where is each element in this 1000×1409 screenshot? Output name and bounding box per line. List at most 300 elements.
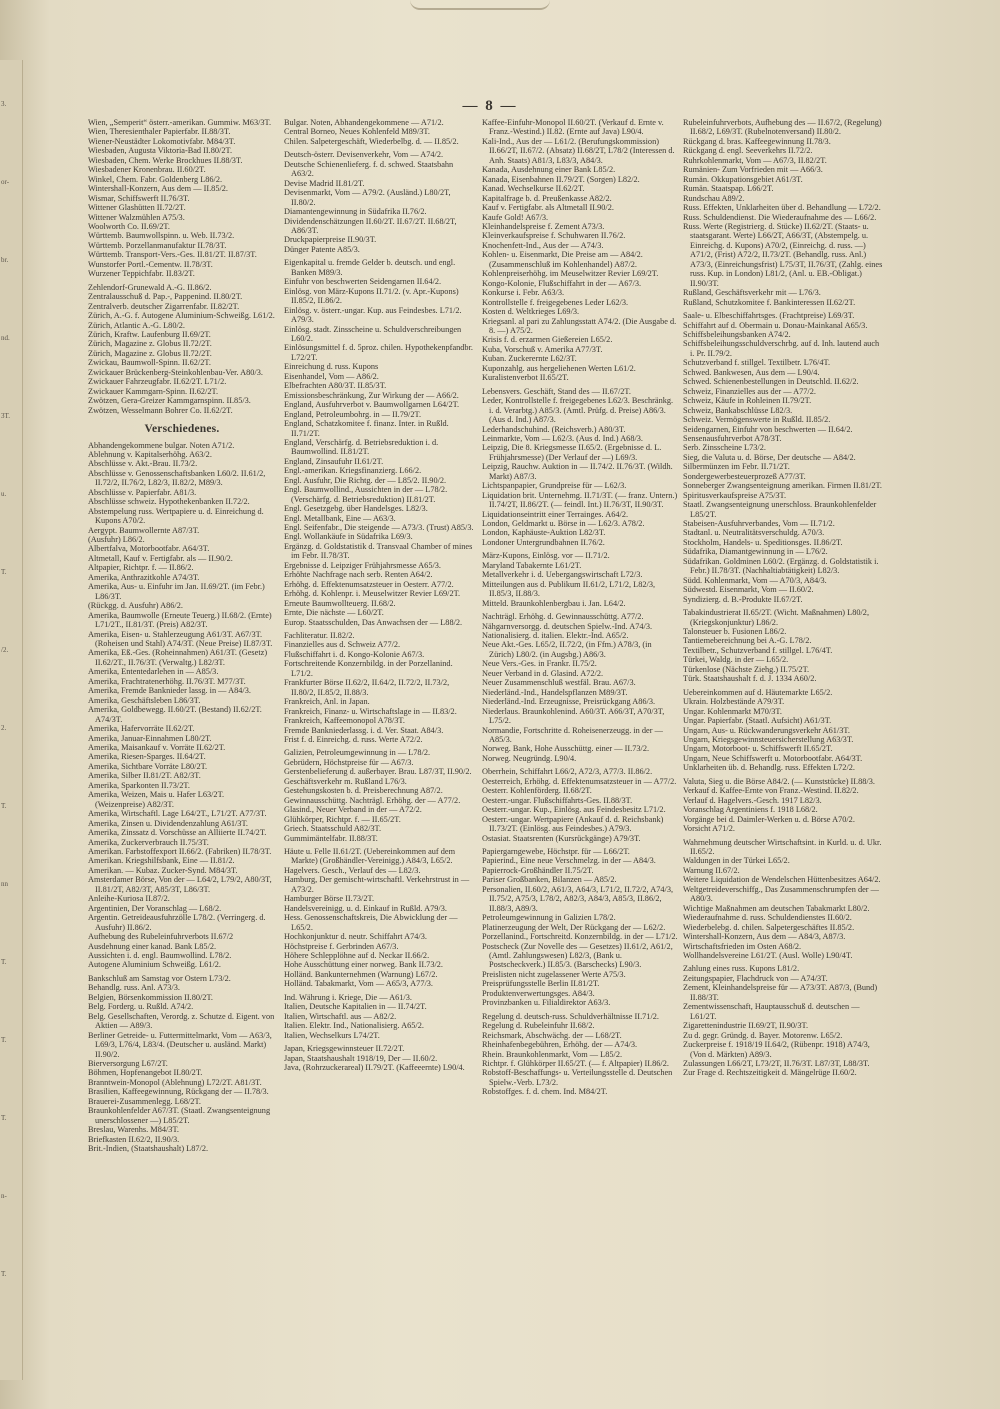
index-entry: Fachliteratur. II.82/2. (284, 631, 355, 641)
index-entry: Warnung II.67/2. (683, 865, 740, 875)
index-entry: Voranschlag Argentiniens f. 1918 L68/2. (683, 805, 818, 815)
index-entry: Amerika, Eisen- u. Stahlerzeugung A61/3T. A67/3T. (Roheisen und Stahl) A74/3T. (Neue Preise) II.87/3T. (88, 629, 273, 649)
index-entry: Amerika, Sparkonten II.73/2T. (88, 780, 190, 790)
page-number: — 8 — (462, 98, 518, 114)
index-entry: Böhmen, Hopfenangebot II.80/2T. (88, 1068, 203, 1078)
index-entry: Frist f. d. Einreichg. d. russ. Werte A72/2. (284, 735, 423, 744)
index-entry: Italien, Wirtschaftl. aus — A82/2. (284, 1011, 397, 1021)
index-entry: Schweiz, Finanzielles aus der — A77/2. (683, 386, 816, 396)
index-entry: Rückgang d. engl. Seeverkehrs II.72/2. (683, 146, 813, 156)
index-entry: Erhöhg. d. Effektenumsatzsteuer in Oesterr. A77/2. (284, 579, 454, 589)
index-entry: Häute u. Felle II.61/2T. (Uebereinkommen auf dem Markte) (Großhändler-Vereinigg.) A84/3, L65/2. (284, 846, 456, 866)
index-entry: Reichsmark, Abschwächg. der — L68/2T. (482, 1030, 622, 1040)
index-entry: Oesterr.-ungar. Kup., Einlösg. aus Feindesbesitz L71/2. (482, 805, 666, 815)
index-entry: Sonneberger Zwangsenteignung amerikan. Firmen II.81/2T. (683, 481, 882, 491)
index-entry: Amerika, Ententedarlehen in — A85/3. (88, 667, 219, 677)
index-entry: Ergebnisse d. Leipziger Frühjahrsmesse A65/3. (284, 560, 441, 570)
index-entry: Amerika, Riesen-Sparges. II.64/2T. (88, 752, 206, 762)
index-entry: März-Kupons, Einlösg. vor — II.71/2. (482, 551, 610, 561)
index-column-3 (482, 118, 678, 1408)
index-entry: Diamantengewinnung in Südafrika II.76/2. (284, 207, 427, 217)
index-entry: Argentinien, Der Voranschlag — L68/2. (88, 903, 222, 913)
index-entry: Zulassungen L66/2T, L73/2T, II.76/3T. L87/3T, L88/3T. (683, 1058, 870, 1068)
index-entry: Amerika, Hafervorräte II.62/2T. (88, 724, 195, 734)
stub-fragment: nn (1, 880, 8, 888)
index-entry: Schweiz, Käufe in Rohleinen II.79/2T. (683, 396, 812, 406)
index-entry: Eigenkapital u. fremde Gelder b. deutsch. und engl. Banken M89/3. (284, 258, 456, 277)
index-entry: Neuer Zusammenschluß westfäl. Brau. A67/3. (482, 678, 636, 688)
index-entry: Niederländ.-Ind. Erzeugnisse, Preisrückgang A86/3. (482, 697, 656, 707)
index-entry: Zentralverb. deutscher Zigarrenfabr. II.82/2T. (88, 301, 240, 311)
index-entry: Engl. Gesetzgebg. über Handelsges. L82/3. (284, 504, 428, 514)
index-entry: Gestehungskosten b. d. Preisberechnung A87/2. (284, 786, 443, 796)
index-entry: Kauf v. Fertigfabr. als Altmetall II.90/2. (482, 203, 614, 213)
index-entry: Kuba, Vorschuß v. Amerika A77/3T. (482, 344, 603, 354)
index-entry: Schiffsbeleihungsschuldverschrbg. auf d. Inh. lautend auch i. Pr. II.79/2. (683, 339, 880, 358)
index-entry: Deutsch-österr. Devisenverkehr, Vom — A74/2. (284, 150, 444, 160)
index-entry: Zementwissenschaft, Hauptausschuß d. deutschen — L61/2T. (683, 1002, 860, 1021)
index-column-4 (683, 118, 883, 1408)
index-entry: Neue Vers.-Ges. in Frankr. II.75/2. (482, 659, 597, 669)
index-entry: Konkurse i. Febr. A63/3. (482, 288, 565, 298)
index-entry: Emissionsbeschränkung, Zur Wirkung der — A66/2. (284, 390, 459, 400)
index-entry: Aergypt. Baumwollernte A87/3T. (88, 525, 200, 535)
index-entry: Brauerei-Zusammenlegg. L68/2T. (88, 1096, 201, 1106)
index-entry: Kosten d. Weltkrieges L69/3. (482, 307, 580, 317)
index-entry: Südafrikan. Goldminen L60/2. (Ergänzg. d. Goldstatistik i. Febr.) II.78/3T. (Nachhaltiabtätigkeit) L82/3. (683, 556, 879, 576)
index-entry: Kleinverkaufspreise f. Schuhwaren II.76/2. (482, 231, 626, 241)
index-entry: Papiergarngewebe, Höchstpr. für — L66/2T. (482, 846, 630, 856)
binding-mark (410, 0, 550, 10)
index-entry: Türkei, Waldg. in der — L65/2. (683, 655, 789, 665)
index-entry: Amerika, Sichtbare Vorräte L80/2T. (88, 761, 208, 771)
index-entry: Kapitalfrage b. d. Preußenkasse A82/2. (482, 193, 612, 203)
index-entry: Textilbetr., Schutzverband f. stillgel. L76/4T. (683, 645, 833, 655)
index-entry: Wintershall-Konzern, Aus dem — A84/3, A87/3. (683, 932, 846, 942)
index-entry: Branntwein-Monopol (Ablehnung) L72/2T. A81/3T. (88, 1077, 262, 1087)
index-entry: Eisenhandel, Vom — A86/2. (284, 371, 379, 381)
index-entry: Geschäftsverkehr m. Rußland L76/3. (284, 776, 407, 786)
index-entry: Verlauf d. Hagelvers.-Gesch. 1917 L82/3. (683, 795, 822, 805)
index-entry: Türkenlose (Nächste Ziehg.) II.75/2T. (683, 664, 810, 674)
index-entry: Oberrhein, Schiffahrt L66/2, A72/3, A77/3. II.86/2. (482, 767, 653, 777)
index-entry: Wiener-Neustädter Lokomotivfabr. M84/3T. (88, 136, 236, 146)
index-entry: London, Geldmarkt u. Börse in — L62/3. A78/2. (482, 519, 645, 529)
index-entry: Russ. Effekten, Unklarheiten über d. Behandlung — L72/2. (683, 203, 881, 213)
index-entry: Zehlendorf-Grunewald A.-G. II.86/2. (88, 282, 212, 292)
index-entry: Papierrock-Großhändler II.75/2T. (482, 865, 594, 875)
index-entry: Aussichten i. d. engl. Baumwollind. L78/2. (88, 950, 232, 960)
index-entry: Belg. Forderg. u. Rußld. A74/2. (88, 1002, 194, 1012)
index-entry: England, Ausfuhrverbot v. Baumwollgarnen L64/2T. (284, 400, 460, 410)
index-entry: Rundschau A89/2. (683, 193, 745, 203)
index-entry: Amerika, Baumwolle (Erneute Teuerg.) II.68/2. (Ernte) L71/2T., II.81/3T. (Preis) A82/3T. (88, 610, 272, 630)
index-entry: Lederhandschuhind. (Reichsverb.) A80/3T. (482, 424, 626, 434)
index-entry: Hagelvers. Gesch., Verlauf des — L82/3. (284, 865, 421, 875)
index-entry: Platinerzeugung der Welt, Der Rückgang der — L62/2. (482, 922, 666, 932)
index-entry: Wiederbelebg. d. chilen. Salpetergeschäftes II.85/2. (683, 922, 855, 932)
index-entry: Sensenausfuhrverbot A78/3T. (683, 433, 782, 443)
index-entry: Staatl. Zwangsenteignung unerschloss. Braunkohlenfelder L85/2T. (683, 500, 877, 519)
index-entry: Einlösg. von März-Kupons II.71/2. (v. Apr.-Kupons) II.85/2, II.86/2. (284, 286, 459, 306)
index-entry: Autogene Aluminium Schweißg. L61/2. (88, 960, 221, 970)
index-entry: Zürich, Kraftw. Laufenburg II.69/2T. (88, 329, 211, 339)
index-entry: Maryland Tabakernte L61/2T. (482, 560, 582, 570)
index-entry: London, Kaphäuste-Auktion L82/3T. (482, 528, 606, 538)
index-entry: Südd. Kohlenmarkt, Vom — A70/3, A84/3. (683, 575, 827, 585)
stub-fragment: br. (1, 256, 9, 264)
index-entry: Uebereinkommen auf d. Häutemarkte L65/2. (683, 687, 833, 697)
index-entry: Wiesbaden, Augusta Viktoria-Bad II.80/2T. (88, 146, 233, 156)
index-entry: Liquidationseintritt einer Terrainges. A64/2. (482, 509, 629, 519)
stub-fragment: T. (1, 568, 7, 576)
index-entry: Zwötzen, Gera-Greizer Kammgarnspinn. II.85/3. (88, 396, 251, 406)
index-entry: Chilen. Salpetergeschäft, Wiederbelbg. d. — II.85/2. (284, 136, 459, 146)
index-entry: Druckpapierpreise II.90/3T. (284, 235, 377, 245)
index-entry: Amerika, Silber II.81/2T. A82/3T. (88, 771, 201, 781)
index-entry: Wollhandelsvereine L61/2T. (Ausl. Wolle) L90/4T. (683, 950, 853, 960)
index-entry: Wunstorfer Portl.-Cementw. II.78/3T. (88, 259, 213, 269)
index-entry: Gerstenbelieferung d. außerbayer. Brau. L87/3T, II.90/2. (284, 767, 472, 777)
index-entry: Metallverkehr i. d. Uebergangswirtschaft L72/3. (482, 570, 643, 580)
index-entry: Neue Akt.-Ges. L65/2, II.72/2, (in Ffm.) A78/3, (in Zürich) L80/2. (in Augsbg.) A86/3. (482, 640, 652, 659)
index-entry: Glasind., Neuer Verband in der — A72/2. (284, 805, 422, 815)
stub-fragment: T. (1, 1114, 7, 1122)
index-entry: Vorsicht A71/2. (683, 824, 735, 834)
index-entry: Regelung d. deutsch-russ. Schuldverhältnisse II.71/2. (482, 1011, 659, 1021)
index-entry: Kriegsanl. al pari zu Zahlungsstatt A74/2. (Die Ausgabe d. 8. —) A75/2. (482, 316, 677, 335)
index-entry: Robstoffges. f. d. chem. Ind. M84/2T. (482, 1087, 608, 1097)
index-entry: Unklarheiten üb. d. Behandlg. russ. Effekten L72/2. (683, 763, 855, 773)
index-entry: Holländ. Bankunternehmen (Warnung) L67/2. (284, 969, 438, 979)
index-entry: Berliner Getreide- u. Futtermittelmarkt, Vom — A63/3, L69/3, L76/4, L83/4. (Deutscher u. ausländ. Markt) II.90/2. (88, 1030, 272, 1059)
index-entry: Japan, Staatshaushalt 1918/19, Der — II.60/2. (284, 1053, 438, 1063)
index-entry: Mitteld. Braunkohlenbergbau i. Jan. L64/2. (482, 598, 626, 608)
index-entry: Robstoff-Beschaffungs- u. Verteilungsstelle d. Deutschen Spielw.-Verb. L73/2. (482, 1068, 673, 1087)
index-entry: Amerikan. Kriegshilfsbank, Eine — II.81/2. (88, 856, 235, 866)
index-entry: Norweg. Neugründg. L90/4. (482, 753, 577, 763)
index-entry: Japan, Kriegsgewinnsteuer II.72/2T. (284, 1044, 405, 1054)
index-entry: Zentralausschuß d. Pap.-, Pappenind. II.80/2T. (88, 292, 243, 302)
index-entry: Amerika, Goldbewegg. II.60/2T. (Bestand) II.62/2T. A74/3T. (88, 705, 262, 724)
index-entry: Lebensvers. Geschäft, Stand des — II.67/2T. (482, 386, 631, 396)
index-entry: Anleihe-Kuriosa II.87/2. (88, 894, 170, 904)
index-entry: Neuer Verband in d. Glasind. A72/2. (482, 668, 604, 678)
index-entry: Kanad. Wechselkurse II.62/2T. (482, 184, 585, 194)
index-entry: Knochenfett-Ind., Aus der — A74/3. (482, 240, 604, 250)
index-entry: Ungar. Papierfabr. (Staatl. Aufsicht) A61/3T. (683, 716, 832, 726)
index-entry: Schweiz, Bankabschlüsse L82/3. (683, 405, 793, 415)
index-entry: Petroleumgewinnung in Galizien L78/2. (482, 913, 616, 923)
index-entry: Zürich, Magazine z. Globus II.72/2T. (88, 339, 212, 349)
index-entry: Amerika, Anthrazitkohle A74/3T. (88, 572, 200, 582)
index-entry: Brit.-Indien, (Staatshaushalt) L87/2. (88, 1144, 209, 1154)
left-margin-stub (0, 60, 23, 1380)
index-entry: Richtpr. f. Glühkörper II.65/2T. (— f. Altpapier) II.86/2. (482, 1058, 669, 1068)
index-entry: Einlösg. v. österr.-ungar. Kup. aus Feindesbes. L71/2. A79/3. (284, 305, 462, 325)
index-entry: Ungarn, Kriegsgewinnsteuersicherstellung A63/3T. (683, 735, 854, 744)
index-entry: Stabeisen-Ausfuhrverbandes, Vom — II.71/2. (683, 519, 835, 529)
stub-fragment: T. (1, 1270, 7, 1278)
stub-fragment: T. (1, 1036, 7, 1044)
index-entry: Waldungen in der Türkei L65/2. (683, 856, 790, 866)
index-entry: Central Borneo, Neues Kohlenfeld M89/3T. (284, 127, 430, 137)
index-entry: Einlösg. stadt. Zinsscheine u. Schuldverschreibungen L60/2. (284, 324, 462, 343)
index-entry: Zürich, Atlantic A.-G. L80/2. (88, 320, 186, 330)
index-entry: Hochkonjunktur d. neutr. Schiffahrt A74/3. (284, 932, 427, 942)
index-entry: Rumän. Staatspap. L66/2T. (683, 184, 774, 194)
index-entry: Engl. Ausfuhr, Die Richtg. der — L85/2. II.90/2. (284, 475, 447, 485)
index-entry: Kongo-Kolonie, Flußschiffahrt in der — A67/3. (482, 278, 642, 288)
index-entry: Einlösungsmittel f. d. 5proz. chilen. Hypothekenpfandbr. L72/2T. (284, 343, 473, 362)
index-entry: Schwed. Bankwesen, Aus dem — L90/4. (683, 367, 820, 377)
index-entry: Zu d. gegr. Gründg. d. Bayer. Motorenw. L65/2. (683, 1030, 843, 1040)
index-entry: Italien, Wechselkurs L74/2T. (284, 1030, 380, 1040)
index-entry: Ernte, Die nächste — L60/2T. (284, 608, 384, 618)
index-entry: Breslau, Warenhs. M84/3T. (88, 1125, 179, 1135)
index-entry: Rubeleinfuhrverbots, Aufhebung des — II.67/2, (Regelung) II.68/2, L69/3T. (Rubelnotenversand) II.80/2. (683, 118, 882, 137)
index-entry: Württemb. Baumwollspinn. u. Web. II.73/2. (88, 231, 235, 241)
index-entry: Nähgarnversorgg. d. deutschen Spielw.-Ind. A74/3. (482, 621, 653, 631)
index-entry: Leder, Kontrollstelle f. freigegebenes L62/3. Beschränkg. i. d. Verarbtg.) A85/3. (Amtl. Prüfg. d. Preise) A86/3. (Aus d. Ind.) A87/3. (482, 396, 674, 425)
index-entry: Bierversorgung L67/2T. (88, 1058, 168, 1068)
index-entry: Sondergewerbesteuerprozeß A77/3T. (683, 471, 806, 481)
index-entry: Amerika, Wirtschaftl. Lage L64/2T., L71/2T. A77/3T. (88, 809, 267, 819)
index-entry: Einreichung d. russ. Kupons (284, 362, 379, 372)
index-entry: Leinmarkte, Vom — L62/3. (Aus d. Ind.) A68/3. (482, 433, 644, 443)
index-entry: Zement, Kleinhandelspreise für — A73/3T. A87/3, (Bund) II.88/3T. (683, 983, 878, 1002)
index-entry: Amerika, Weizen, Mais u. Hafer L63/2T. (Weizenpreise) A82/3T. (88, 790, 225, 809)
index-entry: Serb. Zinsscheine L73/2. (683, 443, 766, 453)
index-entry: Engl.-amerikan. Kriegsfinanzierg. L66/2. (284, 466, 422, 476)
index-entry: Hamburger Börse II.73/2T. (284, 894, 375, 904)
index-entry: Norweg. Bank, Hohe Ausschüttg. einer — II.73/2. (482, 744, 650, 754)
index-entry: Krisis f. d. erzarmen Gießereien L65/2. (482, 335, 613, 345)
index-entry: Europ. Staatsschulden, Das Anwachsen der — L88/2. (284, 617, 463, 627)
index-entry: Finanzielles aus d. Schweiz A77/2. (284, 640, 401, 650)
index-entry: Wismar, Schiffswerft II.76/3T. (88, 193, 190, 203)
index-entry: Frankreich, Finanz- u. Wirtschaftslage in — II.83/2. (284, 706, 457, 716)
index-entry: Höhere Schlepplöhne auf d. Neckar II.66/2. (284, 950, 430, 960)
index-entry: Verkauf d. Kaffee-Ernte von Franz.-Westind. II.82/2. (683, 786, 859, 796)
index-entry: Kontrollstelle f. freigegebenes Leder L62/3. (482, 297, 629, 307)
index-column-2 (284, 118, 474, 1408)
index-entry: Frankreich, Anl. in Japan. (284, 697, 370, 707)
index-entry: Londoner Untergrundbahnen II.76/2. (482, 537, 605, 547)
index-entry: Spiritusverkaufspreise A75/3T. (683, 490, 787, 500)
index-entry: England, Petroleumbohrg. in — II.79/2T. (284, 409, 422, 419)
stub-fragment: /2. (1, 646, 9, 654)
index-entry: Schiffahrt auf d. Obermain u. Donau-Mainkanal A65/3. (683, 320, 868, 330)
index-entry: Valuta, Sieg u. die Börse A84/2. (— Kunststücke) II.88/3. (683, 776, 875, 786)
index-entry: Amerika, Januar-Einnahmen L80/2T. (88, 733, 212, 743)
index-entry: (Rückgg. d. Ausfuhr) A86/2. (88, 601, 183, 611)
stub-fragment: 3. (1, 100, 7, 108)
index-entry: (Ausfuhr) L86/2. (88, 535, 145, 545)
index-entry: Handelsvereinigg. u. d. Einkauf in Rußld. A79/3. (284, 903, 447, 913)
index-entry: Zuckerpreise f. 1918/19 II.64/2, (Rübenpr. 1918) A74/3, (Von d. Märkten) A89/3. (683, 1040, 870, 1059)
index-entry: Rußland, Schutzkomitee f. Bankinteressen II.62/2T. (683, 297, 856, 307)
stub-fragment: nd. (1, 334, 10, 342)
index-entry: Abhandengekommene bulgar. Noten A71/2. (88, 440, 235, 450)
index-entry: Höchstpreise f. Gerbrinden A67/3. (284, 941, 399, 951)
index-entry: Amerika, Zinsen u. Dividendenzahlung A61/3T. (88, 818, 248, 828)
index-entry: Deutsche Schienenlieferg. f. d. schwed. Staatsbahn A63/2. (284, 159, 454, 179)
index-entry: Kanada, Ausdehnung einer Bank L85/2. (482, 165, 616, 175)
index-entry: Holländ. Tabakmarkt, Vom — A65/3, A77/3. (284, 979, 433, 989)
index-entry: Zwickauer Kammgarn-Spinn. II.62/2T. (88, 386, 219, 396)
index-entry: Silbermünzen im Febr. II.71/2T. (683, 462, 790, 472)
stub-fragment: 3T. (1, 412, 11, 420)
index-entry: Wiesbadener Kronenbrau. II.60/2T. (88, 165, 206, 175)
index-entry: Niederlaus. Braunkohlenind. A60/3T. A66/3T, A70/3T, L75/2. (482, 706, 665, 726)
index-entry: Abschlüsse v. Papierfabr. A81/3. (88, 487, 197, 497)
index-entry: Papierind., Eine neue Verschmelzg. in der — A84/3. (482, 856, 656, 866)
index-entry: Vorgänge bei d. Daimler-Werken u. d. Börse A70/2. (683, 814, 855, 824)
index-entry: Mitteilungen aus d. Publikum II.61/2, L71/2, L82/3, II.85/3, II.88/3. (482, 579, 656, 599)
index-entry: Altmetall, Kauf v. Fertigfabr. als — II.90/2. (88, 553, 233, 563)
index-entry: Seidengarnen, Einfuhr von beschwerten — II.64/2. (683, 424, 853, 434)
index-entry: Glühkörper, Richtpr. f. — II.65/2T. (284, 814, 401, 824)
index-entry: Porzellanind., Fortschreitd. Konzernbildg. in der — L71/2. (482, 932, 678, 942)
index-entry: Wintershall-Konzern, Aus dem — II.85/2. (88, 184, 228, 194)
index-entry: Weltgetreideverschiffg., Das Zusammenschrumpfen der — A80/3. (683, 884, 879, 904)
index-entry: Leipzig, Rauchw. Auktion in — II.74/2. II.76/3T. (Wildh. Markt) A87/3. (482, 462, 673, 481)
index-entry: Abschlüsse schweiz. Hypothekenbanken II.72/2. (88, 497, 250, 507)
index-entry: Kuralistenverbot II.65/2T. (482, 373, 569, 383)
index-entry: Rumänien- Zum Vorfrieden mit — A66/3. (683, 165, 823, 175)
index-entry: Wirtschaftsfrieden im Osten A68/2. (683, 941, 802, 951)
index-entry: Zwickau, Baumwoll-Spinn. II.62/2T. (88, 358, 211, 368)
index-entry: Lichtspanpapier, Grundpreise für — L62/3. (482, 481, 627, 491)
index-entry: Nachträgl. Erhöhg. d. Gewinnausschüttg. A77/2. (482, 612, 644, 622)
index-entry: Abschlüsse v. Akt.-Brau. II.73/2. (88, 459, 198, 469)
index-entry: Ind. Währung i. Kriege, Die — A61/3. (284, 992, 412, 1002)
index-entry: Argentin. Getreideausfuhrzölle L78/2. (Verringerg. d. Ausfuhr) II.86/2. (88, 913, 266, 932)
index-entry: Nationalisierg. d. italien. Elektr.-Ind. A65/2. (482, 631, 629, 641)
index-entry: Griech. Staatsschuld A82/3T. (284, 824, 382, 834)
index-entry: Gebrüdern, Höchstpreise für — A67/3. (284, 757, 414, 767)
index-entry: Pariser Großbanken, Bilanzen — A85/2. (482, 875, 617, 885)
index-entry: Bulgar. Noten, Abhandengekommene — A71/2. (284, 118, 444, 127)
stub-fragment: u. (1, 490, 7, 498)
index-entry: Wittener Glashütten II.72/2T. (88, 203, 186, 213)
index-entry: Frankreich, Kaffeemonopol A78/3T. (284, 716, 405, 726)
index-entry: Abstempelung russ. Wertpapiere u. d. Einreichung d. Kupons A70/2. (88, 506, 264, 526)
index-entry: Engl. Wollankäufe in Südafrika L69/3. (284, 532, 413, 542)
index-entry: Personalien, II.60/2, A61/3, A64/3, L71/2, II.72/2, A74/3, II.75/2, A75/3, L78/2, A82/3, A84/3, A85/3, II.86/2, II.88/3, A89/3. (482, 884, 674, 913)
index-entry: Wien, „Semperit“ österr.-amerikan. Gummiw. M63/3T. (88, 118, 272, 127)
index-entry: Amerika, Aus- u. Einfuhr im Jan. II.69/2T. (im Febr.) L86/3T. (88, 582, 265, 601)
index-entry: Fortschreitende Konzernbildg. in der Porzellanind. L71/2. (284, 659, 453, 678)
index-entry: Syndizierg. d. B.-Produkte II.67/2T. (683, 594, 803, 604)
index-entry: Amerika, Frachtratenerhöhg. II.76/3T. M77/3T. (88, 676, 246, 686)
index-entry: Erhöhg. d. Kohlenpr. i. Meuselwitzer Revier L69/2T. (284, 589, 461, 599)
index-entry: Amerika, Zinssatz d. Vorschüsse an Alliierte II.74/2T. (88, 828, 267, 838)
index-entry: Südwestd. Eisenmarkt, Vom — II.60/2. (683, 585, 814, 595)
index-entry: Rhein. Braunkohlenmarkt, Vom — L85/2. (482, 1049, 623, 1059)
index-entry: Stadtanl. u. Neutralitätsverschuldg. A70/3. (683, 528, 825, 538)
index-entry: Preislisten nicht zugelassener Werte A75/3. (482, 969, 626, 979)
index-entry: Kohlenpreiserhöhg. im Meuselwitzer Revier L69/2T. (482, 269, 659, 279)
index-entry: Elbefrachten A80/3T. II.85/3T. (284, 381, 387, 391)
index-entry: Wittener Walzmühlen A75/3. (88, 212, 185, 222)
stub-fragment: n- (1, 1192, 7, 1200)
index-entry: Stockholm, Handels- u. Speditionsges. II.86/2T. (683, 537, 843, 547)
index-entry: Wurzener Teppichfabr. II.83/2T. (88, 269, 195, 279)
index-entry: Tabakindustrierat II.65/2T. (Wicht. Maßnahmen) L80/2, (Kriegskonjunktur) L86/2. (683, 608, 870, 627)
index-entry: Württemb. Transport-Vers.-Ges. II.81/2T. II.87/3T. (88, 250, 257, 260)
index-entry: Gewinnausschüttg. Nachträgl. Erhöhg. der — A77/2. (284, 795, 461, 805)
index-entry: Engl. Metallbank, Eine — A63/3. (284, 513, 396, 523)
index-entry: Ungar. Kohlenmarkt M70/3T. (683, 706, 782, 716)
index-entry: Amerika, Eß.-Ges. (Roheinnahmen) A61/3T. (Gesetz) II.62/2T., II.76/3T. (Verwaltg.) L82/3T. (88, 648, 268, 667)
index-entry: Kali-Ind., Aus der — L61/2. (Berufungskommission) II.66/2T, II.67/2. (Absatz) II.68/2T, L78/2 (Interessen d. Anh. Staats) A81/3, L83/3, A84/3. (482, 136, 675, 165)
index-entry: Württemb. Porzellanmanufaktur II.78/3T. (88, 240, 227, 250)
stub-fragment: 2. (1, 724, 7, 732)
index-entry: Kohlen- u. Eisenmarkt, Die Preise am — A84/2. (Zusammenschluß im Kohlenhandel) A87/2. (482, 250, 643, 269)
index-entry: Wahrnehmung deutscher Wirtschaftsint. in Kurld. u. d. Ukr. II.65/2. (683, 837, 882, 856)
index-entry: Engl. Baumwollind., Aussichten in der — L78/2. (Verschärfg. d. Betriebsreduktion) II.81/2T. (284, 485, 448, 504)
index-entry: Zur Frage d. Rechtszeitigkeit d. Mängelrüge II.60/2. (683, 1068, 857, 1078)
index-entry: England, Zinsaufuhr II.61/2T. (284, 456, 384, 466)
index-entry: Tantiemebereichnung bei A.-G. L78/2. (683, 636, 812, 646)
index-entry: Zürich, Magazine z. Globus II.72/2T. (88, 348, 212, 358)
index-entry: Leipzig, Die 8. Kriegsmesse II.65/2. (Ergebnisse d. L. Frühjahrsmesse) (Der Verlauf der —) L69/3. (482, 443, 662, 462)
stub-fragment: T. (1, 958, 7, 966)
index-entry: Talonsteuer b. Fusionen L86/2. (683, 627, 787, 637)
index-entry: Amerikan. — Kubaz. Zucker-Synd. M84/3T. (88, 865, 238, 875)
index-entry: Italien. Elektr. Ind., Nationalisierg. A65/2. (284, 1021, 424, 1031)
index-entry: Kuban. Zuckerernte L62/3T. (482, 354, 577, 364)
index-entry: Engl. Seifenfabr., Die steigende — A73/3. (Trust) A85/3. (284, 523, 474, 533)
stub-fragment: or- (1, 178, 10, 186)
index-entry: Altpapier, Richtpr. f. — II.86/2. (88, 563, 194, 573)
index-entry: Zwötzen, Wesselmann Bohrer Co. II.62/2T. (88, 405, 233, 415)
index-entry: Amerika, Maisankauf v. Vorräte II.62/2T. (88, 743, 226, 752)
index-entry: Zeitungspapier, Flachdruck von — A74/3T. (683, 973, 828, 983)
index-entry: Schiffsbeleihungsbanken A74/2. (683, 329, 791, 339)
index-entry: Winkel, Chem. Fabr. Goldenberg L86/2. (88, 174, 223, 184)
index-entry: Albertfalva, Motorbootfabr. A64/3T. (88, 544, 210, 554)
index-entry: Fremde Bankniederlassg. i. d. Ver. Staat. A84/3. (284, 725, 444, 735)
index-entry: Ungarn, Neue Schiffswerft u. Motorbootfabr. A64/3T. (683, 753, 863, 763)
index-entry: Kuponzahlg. aus hergeliehenen Werten L61/2. (482, 363, 636, 373)
index-entry: Schutzverband f. stillgel. Textilbetr. L76/4T. (683, 358, 831, 368)
index-entry: Niederländ.-Ind., Handelspflanzen M89/3T. (482, 687, 628, 697)
index-entry: Brasilien, Kaffeegewinnung, Rückgang der — II.78/3. (88, 1087, 269, 1097)
index-entry: Sieg, die Valuta u. d. Börse, Der deutsche — A84/2. (683, 452, 856, 462)
index-entry: Galizien, Petroleumgewinnung in — L78/2. (284, 748, 431, 758)
index-entry: Devisenmarkt, Vom — A79/2. (Ausländ.) L80/2T, II.80/2. (284, 188, 451, 207)
index-entry: Behandlg. russ. Anl. A73/3. (88, 983, 180, 993)
index-entry: Südafrika, Diamantgewinnung in — L76/2. (683, 547, 828, 557)
index-entry: Oesterr. Kohlenförderg. II.68/2T. (482, 786, 592, 796)
index-entry: Ablehnung v. Kapitalserhöhg. A63/2. (88, 449, 212, 459)
index-entry: Kaffee-Einfuhr-Monopol II.60/2T. (Verkauf d. Ernte v. Franz.-Westind.) II.82. (Ernte auf Java) L90/4. (482, 118, 664, 137)
block-separator (88, 415, 276, 419)
index-entry: Russ. Werte (Registrierg. d. Stücke) II.62/2T. (Staats- u. staatsgarant. Werte) L66/2T, A66/3T, (Abstempelg. u. Einreichg. d. Kupons) A70/2, (Einreichg. d. russ. —) A71/2, (Frist) A72/2, II.73/2T. (Behandlg. russ. Anl.) A73/3, (Einreichungsfrist) L75/3T, II.76/3T, (Zahlg. eines russ. Kup. in London) L81/2, (Anl. u. EB.-Obligat.) II.90/3T. (683, 221, 883, 288)
index-entry: Italien, Deutsche Kapitalien in — II.74/2T. (284, 1002, 427, 1012)
index-entry: England, Schatzkomitee f. finanz. Inter. in Rußld. II.71/2T. (284, 419, 449, 438)
section-title: Verschiedenes. (144, 423, 220, 436)
index-entry: Regelung d. Rubeleinfuhr II.68/2. (482, 1021, 595, 1031)
index-entry: Hamburg, Der gemischt-wirtschaftl. Verkehrstrust in — A73/2. (284, 875, 470, 894)
index-entry: Einfuhr von beschwerten Seidengarnen II.64/2. (284, 277, 442, 287)
index-entry: Liquidation brit. Unternehmg. II.71/3T. (— franz. Untern.) II.74/2T, II.86/2T. (— feindl. Int.) II.76/3T, II.90/3T. (482, 490, 678, 510)
index-entry: Produktenverwertungsges. A84/3. (482, 988, 595, 998)
index-entry: Rußland, Geschäftsverkehr mit — L76/3. (683, 288, 821, 298)
